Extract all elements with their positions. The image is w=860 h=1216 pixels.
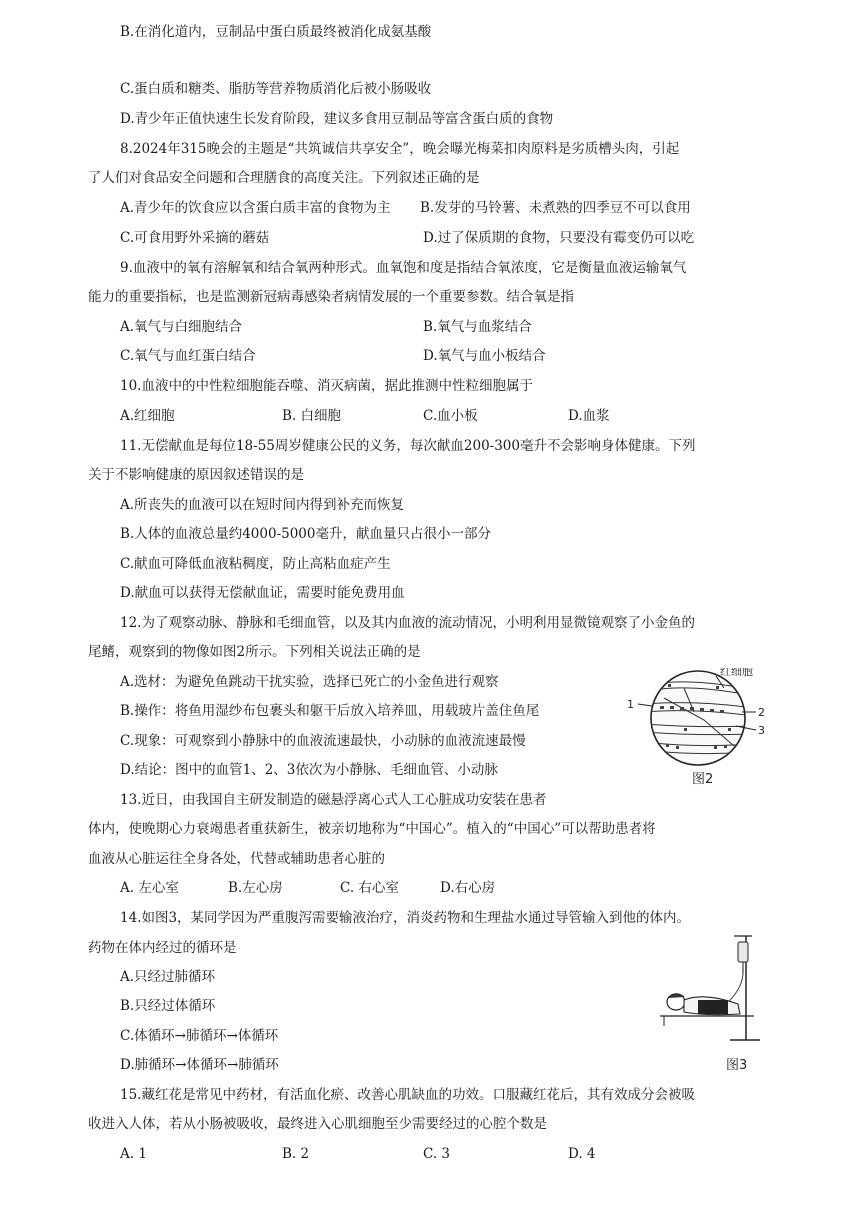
q8-option-b: B.发芽的马铃薯、未煮熟的四季豆不可以食用 — [420, 200, 691, 216]
q12-option-c: C.现象：可观察到小静脉中的血液流速最快，小动脉的血液流速最慢 — [120, 733, 526, 749]
q14-option-b: B.只经过体循环 — [120, 998, 216, 1014]
q15-stem-line1: 15.藏红花是常见中药材，有活血化瘀、改善心肌缺血的功效。口服藏红花后，其有效成分会被吸 — [120, 1087, 695, 1103]
q8-stem-line2: 了人们对食品安全问题和合理膳食的高度关注。下列叙述正确的是 — [88, 170, 480, 186]
q10-option-d: D.血浆 — [568, 408, 610, 424]
q11-option-d: D.献血可以获得无偿献血证，需要时能免费用血 — [120, 585, 405, 601]
q13-option-d: D.右心房 — [440, 880, 496, 896]
q10-option-c: C.血小板 — [423, 408, 478, 424]
patient-iv-drip-drawing — [654, 930, 774, 1048]
figure-2-fish-tail-vessels — [624, 668, 774, 786]
q8-option-a: A.青少年的饮食应以含蛋白质丰富的食物为主 — [120, 200, 391, 216]
q14-option-d: D.肺循环→体循环→肺循环 — [120, 1057, 279, 1073]
q13-option-a: A. 左心室 — [120, 880, 179, 896]
q9-option-d: D.氧气与血小板结合 — [423, 348, 546, 364]
figure-2-label-1: 1 — [627, 698, 634, 711]
figure-2-label-2: 2 — [758, 706, 765, 719]
figure-2-label-3: 3 — [758, 724, 765, 737]
q7-option-b: B.在消化道内，豆制品中蛋白质最终被消化成氨基酸 — [120, 24, 432, 40]
figure-3-iv-infusion — [654, 930, 774, 1072]
q7-option-d: D.青少年正值快速生长发育阶段，建议多食用豆制品等富含蛋白质的食物 — [120, 111, 554, 127]
q15-option-d: D. 4 — [568, 1146, 596, 1162]
q9-option-c: C.氧气与血红蛋白结合 — [120, 348, 256, 364]
q9-stem-line1: 9.血液中的氧有溶解氧和结合氧两种形式。血氧饱和度是指结合氧浓度，它是衡量血液运输氧气 — [120, 260, 687, 276]
q13-stem-line2: 体内，使晚期心力衰竭患者重获新生，被亲切地称为“中国心”。植入的“中国心”可以帮助患者将 — [88, 821, 656, 837]
q9-option-b: B.氧气与血浆结合 — [423, 319, 532, 335]
figure-2-caption: 图2 — [692, 772, 714, 787]
figure-2-label-rbc: 红细胞 — [720, 668, 753, 678]
q14-stem-line2: 药物在体内经过的循环是 — [88, 940, 237, 956]
q14-option-a: A.只经过肺循环 — [120, 969, 216, 985]
figure-3-caption: 图3 — [726, 1058, 748, 1073]
q15-option-b: B. 2 — [282, 1146, 310, 1162]
q9-stem-line2: 能力的重要指标，也是监测新冠病毒感染者病情发展的一个重要参数。结合氧是指 — [88, 289, 574, 305]
q9-option-a: A.氧气与白细胞结合 — [120, 319, 243, 335]
q8-option-c: C.可食用野外采摘的蘑菇 — [120, 230, 270, 246]
q12-option-a: A.选材：为避免鱼跳动干扰实验，选择已死亡的小金鱼进行观察 — [120, 674, 499, 690]
q11-option-b: B.人体的血液总量约4000-5000毫升，献血量只占很小一部分 — [120, 526, 491, 542]
q12-option-d: D.结论：图中的血管1、2、3依次为小静脉、毛细血管、小动脉 — [120, 762, 498, 778]
q12-stem-line1: 12.为了观察动脉、静脉和毛细血管，以及其内血液的流动情况，小明利用显微镜观察了小金鱼的 — [120, 615, 695, 631]
q13-stem-line3: 血液从心脏运往全身各处，代替或辅助患者心脏的 — [88, 851, 385, 867]
q12-stem-line2: 尾鳍，观察到的物像如图2所示。下列相关说法正确的是 — [88, 644, 421, 660]
q13-stem-line1: 13.近日，由我国自主研发制造的磁悬浮离心式人工心脏成功安装在患者 — [120, 792, 547, 808]
q11-stem-line2: 关于不影响健康的原因叙述错误的是 — [88, 467, 304, 483]
q15-option-c: C. 3 — [423, 1146, 451, 1162]
q15-stem-line2: 收进入人体，若从小肠被吸收，最终进入心肌细胞至少需要经过的心腔个数是 — [88, 1116, 547, 1132]
q7-option-c: C.蛋白质和糖类、脂肪等营养物质消化后被小肠吸收 — [120, 81, 432, 97]
q8-stem-line1: 8.2024年315晚会的主题是“共筑诚信共享安全”，晚会曝光梅菜扣肉原料是劣质槽头肉，引起 — [120, 141, 680, 157]
q10-stem: 10.血液中的中性粒细胞能吞噬、消灭病菌，据此推测中性粒细胞属于 — [120, 378, 533, 394]
q14-option-c: C.体循环→肺循环→体循环 — [120, 1028, 279, 1044]
q10-option-b: B. 白细胞 — [282, 408, 342, 424]
q11-option-c: C.献血可降低血液粘稠度，防止高粘血症产生 — [120, 556, 391, 572]
q12-option-b: B.操作：将鱼用湿纱布包裹头和躯干后放入培养皿，用载玻片盖住鱼尾 — [120, 703, 540, 719]
q11-option-a: A.所丧失的血液可以在短时间内得到补充而恢复 — [120, 497, 405, 513]
q15-option-a: A. 1 — [120, 1146, 147, 1162]
q10-option-a: A.红细胞 — [120, 408, 175, 424]
q11-stem-line1: 11.无偿献血是每位18-55周岁健康公民的义务，每次献血200-300毫升不会影响身体健康。下列 — [120, 438, 696, 454]
q8-option-d: D.过了保质期的食物，只要没有霉变仍可以吃 — [423, 230, 695, 246]
q14-stem-line1: 14.如图3，某同学因为严重腹泻需要输液治疗，消炎药物和生理盐水通过导管输入到他的体内。 — [120, 910, 691, 926]
q13-option-c: C. 右心室 — [340, 880, 399, 896]
q13-option-b: B.左心房 — [228, 880, 283, 896]
